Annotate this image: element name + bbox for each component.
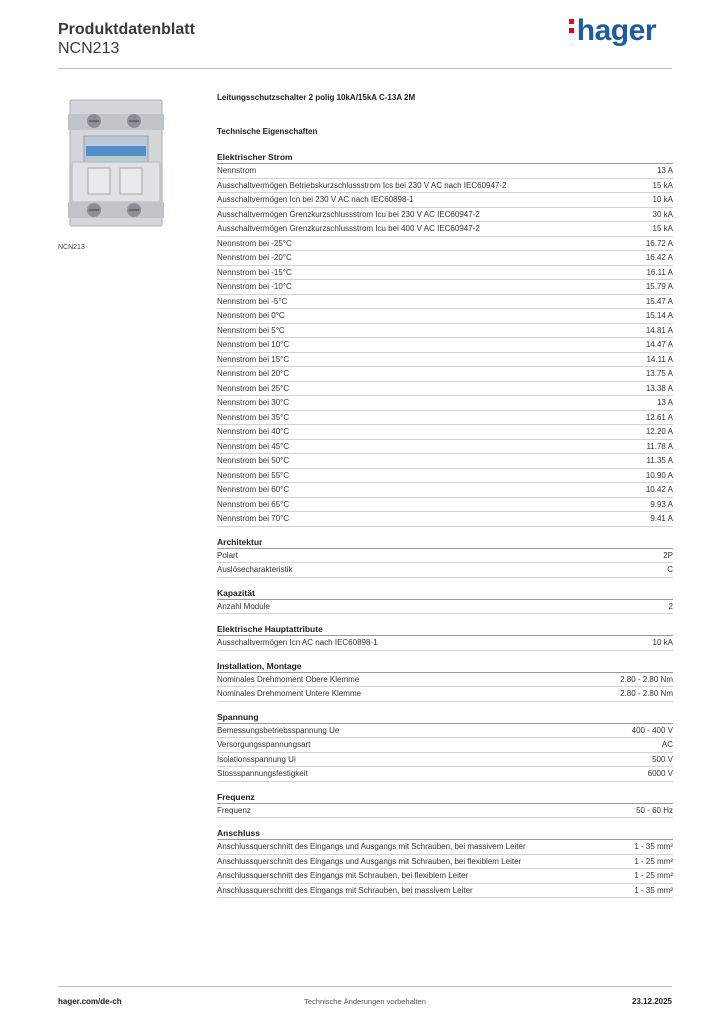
spec-value: AC [661, 740, 673, 749]
spec-label: Nennstrom bei 60°C [217, 485, 290, 494]
spec-value: 1 - 25 mm² [634, 871, 673, 880]
spec-label: Ausschaltvermögen Icn bei 230 V AC nach IEC60898-1 [217, 195, 414, 204]
spec-label: Ausschaltvermögen Grenzkurzschlussstrom Icu bei 230 V AC IEC60947-2 [217, 209, 480, 219]
section-title: Anschluss [217, 827, 673, 840]
product-specs [217, 93, 673, 907]
section-title: Installation, Montage [217, 660, 673, 673]
spec-row [217, 483, 673, 498]
section-title: Kapazität [217, 587, 673, 600]
footer-website[interactable]: hager.com/de-ch [58, 997, 122, 1006]
spec-row [217, 600, 673, 615]
spec-label: Anschlussquerschnitt des Eingangs mit Schrauben, bei flexiblem Leiter [217, 871, 469, 880]
spec-value: 400 - 400 V [631, 725, 673, 735]
spec-value: 15.79 A [645, 282, 673, 291]
spec-value: 11.78 A [646, 441, 673, 451]
spec-label: Ausschaltvermögen Betriebskurzschlussstrom Ics bei 230 V AC nach IEC60947-2 [217, 180, 507, 190]
spec-label: Nennstrom bei -10°C [217, 282, 292, 291]
spec-row [217, 469, 673, 484]
spec-label: Ausschaltvermögen Grenzkurzschlussstrom Icu bei 400 V AC IEC60947-2 [217, 224, 480, 233]
spec-label: Nennstrom bei -5°C [217, 296, 288, 306]
spec-row [217, 440, 673, 455]
spec-row [217, 251, 673, 266]
spec-value: 50 - 60 Hz [636, 805, 673, 815]
spec-row [217, 266, 673, 281]
spec-row [217, 295, 673, 310]
spec-section [217, 791, 673, 819]
spec-label: Nennstrom bei 55°C [217, 470, 290, 480]
spec-row [217, 884, 673, 899]
spec-value: 13.75 A [645, 369, 673, 378]
spec-row [217, 804, 673, 819]
section-title: Architektur [217, 536, 673, 549]
logo-colon-icon [569, 15, 575, 37]
product-name: Leitungsschutzschalter 2 polig 10kA/15kA C-13A 2M [217, 93, 416, 102]
spec-value: 1 - 35 mm² [634, 885, 673, 895]
spec-value: 2P [663, 550, 673, 560]
spec-section [217, 151, 673, 527]
spec-row [217, 222, 673, 237]
spec-row [217, 309, 673, 324]
spec-row [217, 382, 673, 397]
spec-row [217, 753, 673, 768]
spec-label: Bemessungsbetriebsspannung Ue [217, 725, 340, 735]
brand-logo [569, 14, 656, 48]
spec-row [217, 353, 673, 368]
spec-label: Nennstrom bei 40°C [217, 427, 290, 436]
spec-row [217, 636, 673, 651]
spec-row [217, 367, 673, 382]
spec-value: 14.47 A [645, 340, 673, 349]
spec-section [217, 827, 673, 898]
brand-name: hager [576, 14, 656, 47]
spec-label: Nennstrom [217, 166, 257, 175]
spec-value: 16.42 A [645, 253, 673, 262]
spec-label: Nominales Drehmoment Obere Klemme [217, 674, 360, 684]
spec-value: 11.35 A [646, 456, 673, 465]
section-title: Spannung [217, 711, 673, 724]
spec-value: 14.11 A [646, 354, 673, 364]
spec-label: Nennstrom bei 5°C [217, 325, 285, 335]
spec-row [217, 164, 673, 179]
spec-value: 10 kA [652, 195, 673, 204]
spec-value: 10.42 A [645, 485, 673, 494]
spec-row [217, 738, 673, 753]
spec-value: 12.61 A [645, 412, 673, 422]
spec-value: 16.72 A [645, 238, 673, 248]
spec-row [217, 338, 673, 353]
spec-value: 2 [668, 601, 673, 611]
spec-label: Anschlussquerschnitt des Eingangs und Ausgangs mit Schrauben, bei massivem Leiter [217, 842, 526, 851]
spec-value: 14.81 A [645, 325, 673, 335]
spec-value: 2.80 - 2.80 Nm [620, 689, 673, 698]
spec-row [217, 687, 673, 702]
spec-value: 16.11 A [646, 267, 673, 277]
spec-row [217, 563, 673, 578]
spec-row [217, 673, 673, 688]
product-code: NCN213 [58, 40, 120, 57]
spec-label: Nennstrom bei 35°C [217, 412, 290, 422]
spec-row [217, 869, 673, 884]
document-title: Produktdatenblatt [58, 21, 195, 38]
spec-value: 9.93 A [650, 499, 673, 509]
section-title: Elektrischer Strom [217, 151, 673, 164]
spec-label: Anschlussquerschnitt des Eingangs mit Schrauben, bei massivem Leiter [217, 885, 473, 895]
spec-value: 10 kA [652, 638, 673, 647]
spec-sections [217, 151, 673, 898]
spec-row [217, 411, 673, 426]
spec-value: 13 A [656, 398, 673, 407]
spec-label: Auslösecharakteristik [217, 565, 293, 574]
spec-row [217, 280, 673, 295]
spec-row [217, 724, 673, 739]
spec-value: 15.47 A [645, 296, 673, 306]
spec-label: Versorgungsspannungsart [217, 740, 311, 749]
spec-row [217, 512, 673, 527]
spec-row [217, 840, 673, 855]
spec-value: 1 - 25 mm² [634, 856, 673, 866]
spec-label: Nennstrom bei 65°C [217, 499, 290, 509]
spec-label: Isolationsspannung Ui [217, 754, 296, 764]
spec-value: 9.41 A [650, 514, 673, 523]
spec-value: 6000 V [647, 769, 673, 778]
spec-value: 1 - 35 mm² [634, 842, 673, 851]
spec-label: Ausschaltvermögen Icn AC nach IEC60898-1 [217, 638, 378, 647]
spec-label: Nennstrom bei 20°C [217, 369, 290, 378]
specs-heading: Technische Eigenschaften [217, 127, 318, 136]
spec-label: Nennstrom bei 45°C [217, 441, 290, 451]
spec-value: 500 V [652, 754, 673, 764]
spec-value: C [667, 565, 673, 574]
image-caption: NCN213 [58, 244, 85, 251]
spec-value: 13 A [656, 166, 673, 175]
spec-row [217, 237, 673, 252]
spec-label: Nennstrom bei 10°C [217, 340, 290, 349]
footer-disclaimer: Technische Änderungen vorbehalten [304, 997, 426, 1006]
spec-section [217, 711, 673, 782]
spec-section [217, 587, 673, 615]
spec-row [217, 208, 673, 223]
spec-value: 13.38 A [645, 383, 673, 393]
spec-value: 15.14 A [645, 311, 673, 320]
circuit-breaker-icon [58, 94, 192, 236]
spec-row [217, 855, 673, 870]
section-title: Elektrische Hauptattribute [217, 623, 673, 636]
spec-label: Nennstrom bei 0°C [217, 311, 285, 320]
spec-label: Nennstrom bei -25°C [217, 238, 292, 248]
spec-label: Frequenz [217, 805, 251, 815]
spec-value: 2.80 - 2.80 Nm [620, 674, 673, 684]
footer-date: 23.12.2025 [631, 997, 672, 1006]
spec-row [217, 179, 673, 194]
spec-section [217, 536, 673, 578]
spec-label: Nominales Drehmoment Untere Klemme [217, 689, 362, 698]
spec-value: 15 kA [652, 224, 673, 233]
spec-section [217, 660, 673, 702]
spec-label: Nennstrom bei 15°C [217, 354, 290, 364]
spec-row [217, 498, 673, 513]
spec-label: Nennstrom bei -20°C [217, 253, 292, 262]
spec-value: 10.90 A [645, 470, 673, 480]
spec-row [217, 454, 673, 469]
spec-label: Nennstrom bei -15°C [217, 267, 292, 277]
spec-row [217, 425, 673, 440]
spec-row [217, 396, 673, 411]
spec-value: 30 kA [652, 209, 673, 219]
spec-label: Stossspannungsfestigkeit [217, 769, 308, 778]
spec-value: 15 kA [652, 180, 673, 190]
spec-label: Nennstrom bei 50°C [217, 456, 290, 465]
spec-label: Polart [217, 550, 238, 560]
spec-label: Nennstrom bei 70°C [217, 514, 290, 523]
spec-row [217, 324, 673, 339]
page-footer [58, 986, 672, 1006]
spec-value: 12.20 A [645, 427, 673, 436]
spec-row [217, 193, 673, 208]
header-divider [58, 68, 672, 69]
spec-label: Nennstrom bei 25°C [217, 383, 290, 393]
spec-row [217, 767, 673, 782]
spec-label: Nennstrom bei 30°C [217, 398, 290, 407]
spec-row [217, 549, 673, 564]
section-title: Frequenz [217, 791, 673, 804]
product-image [58, 94, 192, 236]
document-header [58, 20, 195, 58]
spec-label: Anzahl Module [217, 601, 270, 611]
spec-label: Anschlussquerschnitt des Eingangs und Ausgangs mit Schrauben, bei flexiblem Leiter [217, 856, 522, 866]
spec-section [217, 623, 673, 651]
